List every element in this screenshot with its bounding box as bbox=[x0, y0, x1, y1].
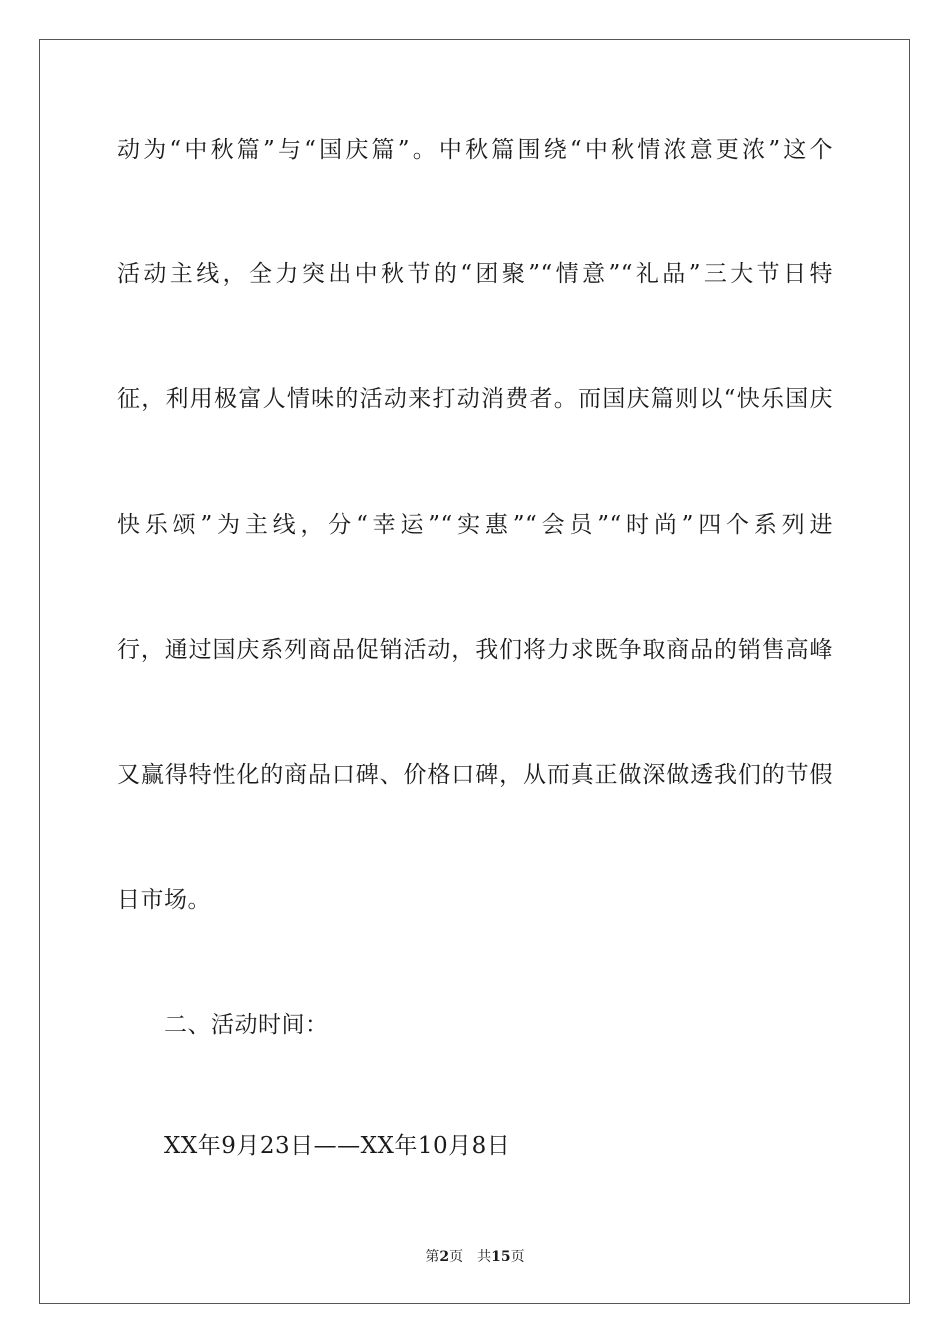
body-line-2: 活动主线，全力突出中秋节的“团聚”“情意”“礼品”三大节日特 bbox=[117, 261, 833, 287]
body-line-1: 动为“中秋篇”与“国庆篇”。中秋篇围绕“中秋情浓意更浓”这个 bbox=[117, 137, 833, 163]
date-range: XX年9月23日——XX年10月8日 bbox=[164, 1133, 511, 1159]
footer-page-prefix: 第 bbox=[425, 1249, 440, 1265]
body-line-7: 日市场。 bbox=[117, 887, 211, 913]
body-line-3: 征，利用极富人情味的活动来打动消费者。而国庆篇则以“快乐国庆 bbox=[117, 386, 833, 412]
page-border bbox=[39, 39, 910, 1304]
section-heading: 二、活动时间： bbox=[164, 1012, 329, 1038]
footer-page-suffix: 页 bbox=[449, 1249, 464, 1265]
footer-total-pages: 15 bbox=[491, 1249, 511, 1265]
footer-total-prefix: 共 bbox=[477, 1249, 492, 1265]
footer-page-number: 2 bbox=[439, 1249, 450, 1265]
page-footer bbox=[0, 1248, 950, 1266]
body-line-4: 快乐颂”为主线，分“幸运”“实惠”“会员”“时尚”四个系列进 bbox=[117, 512, 833, 538]
body-line-5: 行，通过国庆系列商品促销活动，我们将力求既争取商品的销售高峰 bbox=[117, 637, 833, 663]
footer-total-suffix: 页 bbox=[510, 1249, 525, 1265]
body-line-6: 又赢得特性化的商品口碑、价格口碑，从而真正做深做透我们的节假 bbox=[117, 762, 833, 788]
